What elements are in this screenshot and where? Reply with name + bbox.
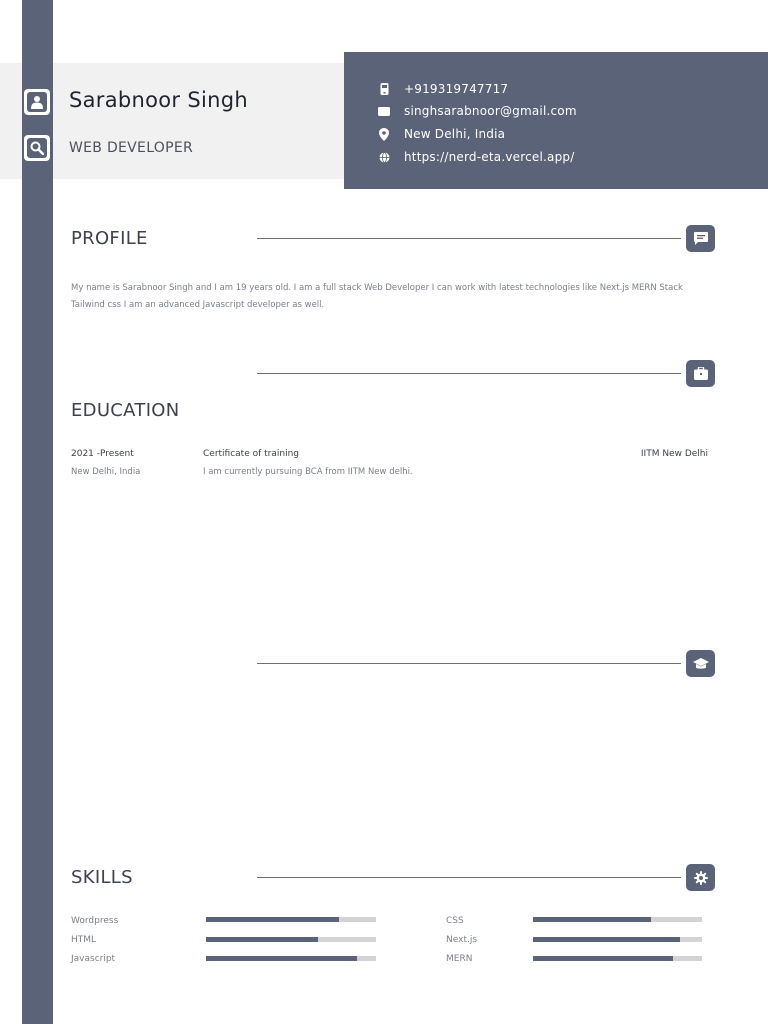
skill-level-fill — [533, 917, 651, 922]
contact-phone[interactable] — [378, 80, 508, 98]
profile-divider — [257, 238, 681, 239]
graduation-cap-icon — [686, 650, 715, 677]
skills-divider — [257, 877, 681, 878]
education-institution: IITM New Delhi — [640, 449, 708, 459]
job-title: WEB DEVELOPER — [69, 140, 194, 156]
skill-bar — [206, 917, 376, 922]
person-name: Sarabnoor Singh — [69, 88, 248, 112]
skill-bar — [533, 956, 702, 961]
skill-name: Wordpress — [71, 916, 119, 926]
skill-level-fill — [206, 956, 357, 961]
location-pin-icon — [378, 128, 390, 140]
contact-panel — [344, 52, 768, 189]
contact-email[interactable] — [378, 102, 577, 120]
globe-icon — [378, 151, 390, 163]
education-description: I am currently pursuing BCA from IITM New delhi. — [203, 467, 413, 477]
skill-bar — [533, 937, 702, 942]
contact-location — [378, 125, 505, 143]
user-icon — [24, 89, 50, 115]
education-divider — [257, 373, 681, 374]
profile-description: My name is Sarabnoor Singh and I am 19 years old. I am a full stack Web Developer I can work with latest technologies like Next.js MERN Stack Tailwind css I am an advanced Javascript developer as well. — [71, 283, 683, 310]
skill-level-fill — [533, 937, 680, 942]
contact-website[interactable] — [378, 148, 574, 166]
skill-bar — [206, 956, 376, 961]
gear-icon — [686, 864, 715, 891]
skill-name: Javascript — [71, 954, 116, 964]
profile-heading: PROFILE — [71, 228, 148, 249]
envelope-icon — [378, 105, 390, 117]
email-text: singhsarabnoor@gmail.com — [404, 104, 577, 118]
phone-icon — [378, 83, 390, 95]
skill-level-fill — [206, 937, 318, 942]
location-text: New Delhi, India — [404, 127, 506, 141]
skill-level-fill — [533, 956, 673, 961]
website-link: https://nerd-eta.vercel.app/ — [404, 150, 575, 164]
skill-name: Next.js — [446, 935, 478, 945]
skills-heading: SKILLS — [71, 867, 133, 888]
skill-bar — [206, 937, 376, 942]
skill-name: HTML — [71, 935, 97, 945]
search-icon — [24, 135, 50, 161]
section-divider — [257, 663, 681, 664]
education-date: 2021 -Present — [71, 449, 134, 459]
chat-icon — [686, 225, 715, 252]
phone-text: +919319747717 — [404, 82, 509, 96]
skill-bar — [533, 917, 702, 922]
education-heading: EDUCATION — [71, 400, 180, 421]
education-location: New Delhi, India — [71, 467, 141, 477]
briefcase-icon — [686, 360, 715, 387]
skill-name: CSS — [446, 916, 464, 926]
education-degree: Certificate of training — [203, 449, 300, 459]
skill-name: MERN — [446, 954, 473, 964]
skill-level-fill — [206, 917, 339, 922]
